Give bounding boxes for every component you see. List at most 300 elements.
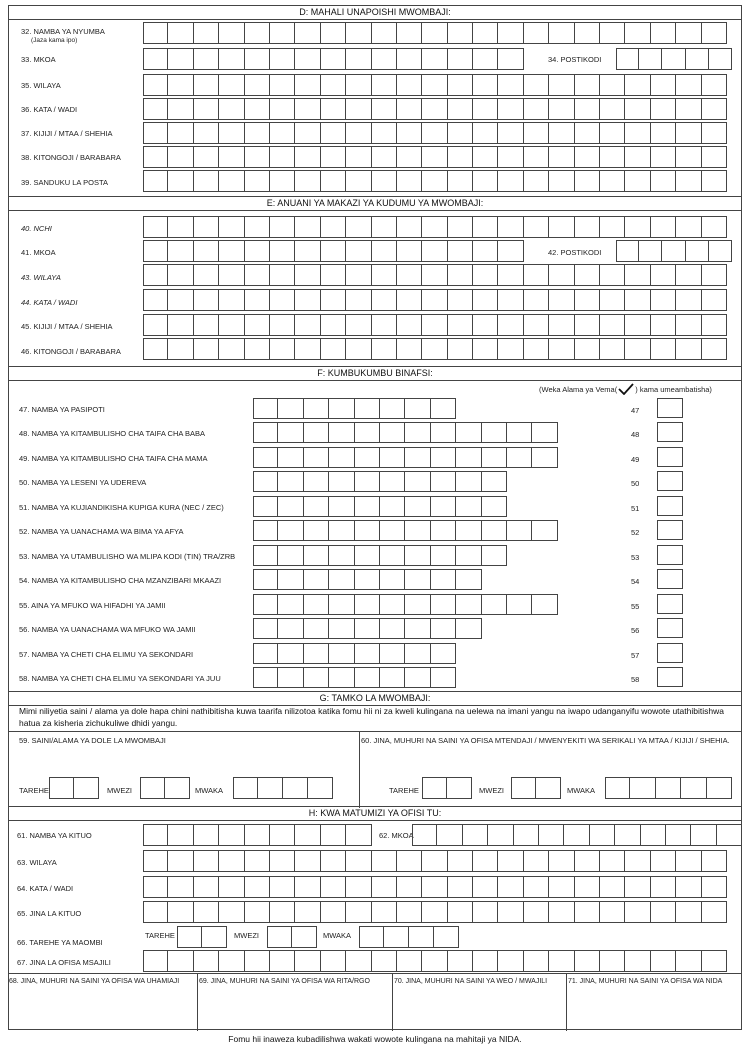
char-box[interactable]	[676, 74, 701, 96]
char-box[interactable]	[549, 876, 574, 898]
char-box[interactable]	[448, 98, 473, 120]
char-box[interactable]	[346, 170, 371, 192]
char-box[interactable]	[456, 545, 481, 566]
char-box[interactable]	[625, 74, 650, 96]
char-box[interactable]	[482, 545, 507, 566]
char-box[interactable]	[143, 240, 168, 262]
char-box[interactable]	[397, 850, 422, 872]
char-box[interactable]	[278, 667, 303, 688]
char-box[interactable]	[143, 824, 168, 846]
char-box[interactable]	[219, 122, 244, 144]
char-box[interactable]	[575, 216, 600, 238]
char-box[interactable]	[397, 74, 422, 96]
char-box[interactable]	[346, 338, 371, 360]
char-box[interactable]	[278, 422, 303, 443]
char-box[interactable]	[524, 22, 549, 44]
char-box[interactable]	[321, 240, 346, 262]
attached-checkbox-50[interactable]	[657, 471, 683, 491]
char-box[interactable]	[194, 876, 219, 898]
char-box[interactable]	[194, 824, 219, 846]
char-box[interactable]	[397, 950, 422, 972]
char-box[interactable]	[380, 594, 405, 615]
char-box[interactable]	[397, 170, 422, 192]
char-box[interactable]	[143, 314, 168, 336]
char-box[interactable]	[380, 520, 405, 541]
char-box[interactable]	[253, 447, 278, 468]
char-box[interactable]	[482, 447, 507, 468]
char-box[interactable]	[473, 122, 498, 144]
char-box[interactable]	[372, 264, 397, 286]
char-box[interactable]	[397, 216, 422, 238]
char-box[interactable]	[456, 618, 481, 639]
char-box[interactable]	[355, 496, 380, 517]
char-box[interactable]	[507, 594, 532, 615]
char-box[interactable]	[549, 901, 574, 923]
char-box[interactable]	[372, 170, 397, 192]
char-box[interactable]	[422, 216, 447, 238]
char-box[interactable]	[422, 876, 447, 898]
char-box[interactable]	[295, 338, 320, 360]
char-box[interactable]	[473, 338, 498, 360]
char-box[interactable]	[702, 22, 727, 44]
char-box[interactable]	[329, 643, 354, 664]
char-box[interactable]	[702, 338, 727, 360]
char-box[interactable]	[507, 422, 532, 443]
char-box[interactable]	[702, 950, 727, 972]
char-box[interactable]	[346, 74, 371, 96]
char-box[interactable]	[448, 122, 473, 144]
char-box[interactable]	[524, 901, 549, 923]
char-box[interactable]	[498, 850, 523, 872]
char-box[interactable]	[397, 98, 422, 120]
g-day-boxes[interactable]	[49, 777, 99, 799]
char-box[interactable]	[482, 594, 507, 615]
ward-boxes[interactable]	[143, 98, 727, 120]
char-box[interactable]	[295, 170, 320, 192]
char-box[interactable]	[346, 314, 371, 336]
char-box[interactable]	[321, 122, 346, 144]
char-box[interactable]	[233, 777, 258, 799]
char-box[interactable]	[498, 338, 523, 360]
char-box[interactable]	[384, 926, 409, 948]
char-box[interactable]	[549, 338, 574, 360]
char-box[interactable]	[372, 240, 397, 262]
char-box[interactable]	[143, 901, 168, 923]
char-box[interactable]	[397, 901, 422, 923]
char-box[interactable]	[143, 216, 168, 238]
char-box[interactable]	[270, 146, 295, 168]
perm-ward-boxes[interactable]	[143, 289, 727, 311]
char-box[interactable]	[524, 314, 549, 336]
char-box[interactable]	[346, 22, 371, 44]
char-box[interactable]	[676, 264, 701, 286]
char-box[interactable]	[431, 545, 456, 566]
char-box[interactable]	[143, 98, 168, 120]
char-box[interactable]	[600, 122, 625, 144]
region-boxes[interactable]	[143, 48, 524, 70]
char-box[interactable]	[168, 98, 193, 120]
char-box[interactable]	[676, 876, 701, 898]
char-box[interactable]	[346, 876, 371, 898]
char-box[interactable]	[448, 240, 473, 262]
attached-checkbox-53[interactable]	[657, 545, 683, 565]
char-box[interactable]	[346, 850, 371, 872]
char-box[interactable]	[549, 146, 574, 168]
g-year-boxes[interactable]	[233, 777, 333, 799]
char-box[interactable]	[575, 98, 600, 120]
char-box[interactable]	[431, 496, 456, 517]
char-box[interactable]	[143, 170, 168, 192]
char-box[interactable]	[676, 22, 701, 44]
char-box[interactable]	[219, 901, 244, 923]
char-box[interactable]	[575, 264, 600, 286]
char-box[interactable]	[329, 520, 354, 541]
g2-day-boxes[interactable]	[422, 777, 472, 799]
char-box[interactable]	[575, 876, 600, 898]
char-box[interactable]	[422, 950, 447, 972]
char-box[interactable]	[473, 264, 498, 286]
char-box[interactable]	[448, 876, 473, 898]
char-box[interactable]	[278, 618, 303, 639]
char-box[interactable]	[702, 314, 727, 336]
char-box[interactable]	[321, 338, 346, 360]
char-box[interactable]	[524, 338, 549, 360]
char-box[interactable]	[372, 289, 397, 311]
record-57-boxes[interactable]	[253, 643, 456, 664]
char-box[interactable]	[405, 643, 430, 664]
char-box[interactable]	[422, 22, 447, 44]
char-box[interactable]	[219, 48, 244, 70]
char-box[interactable]	[630, 777, 655, 799]
char-box[interactable]	[253, 569, 278, 590]
char-box[interactable]	[651, 876, 676, 898]
char-box[interactable]	[549, 122, 574, 144]
char-box[interactable]	[194, 950, 219, 972]
char-box[interactable]	[549, 74, 574, 96]
char-box[interactable]	[380, 398, 405, 419]
char-box[interactable]	[245, 170, 270, 192]
char-box[interactable]	[143, 48, 168, 70]
char-box[interactable]	[253, 422, 278, 443]
char-box[interactable]	[143, 74, 168, 96]
h-day-boxes[interactable]	[177, 926, 227, 948]
char-box[interactable]	[346, 146, 371, 168]
char-box[interactable]	[686, 48, 709, 70]
char-box[interactable]	[143, 289, 168, 311]
char-box[interactable]	[524, 216, 549, 238]
char-box[interactable]	[625, 264, 650, 286]
char-box[interactable]	[651, 901, 676, 923]
char-box[interactable]	[681, 777, 706, 799]
char-box[interactable]	[295, 850, 320, 872]
char-box[interactable]	[168, 850, 193, 872]
char-box[interactable]	[422, 74, 447, 96]
char-box[interactable]	[321, 264, 346, 286]
char-box[interactable]	[194, 216, 219, 238]
char-box[interactable]	[498, 98, 523, 120]
char-box[interactable]	[473, 74, 498, 96]
char-box[interactable]	[625, 98, 650, 120]
char-box[interactable]	[168, 240, 193, 262]
char-box[interactable]	[245, 22, 270, 44]
char-box[interactable]	[448, 289, 473, 311]
char-box[interactable]	[702, 264, 727, 286]
char-box[interactable]	[532, 594, 557, 615]
char-box[interactable]	[702, 170, 727, 192]
char-box[interactable]	[372, 98, 397, 120]
char-box[interactable]	[321, 146, 346, 168]
char-box[interactable]	[422, 289, 447, 311]
char-box[interactable]	[278, 398, 303, 419]
char-box[interactable]	[498, 901, 523, 923]
h-ward-boxes[interactable]	[143, 876, 727, 898]
char-box[interactable]	[431, 618, 456, 639]
char-box[interactable]	[168, 48, 193, 70]
char-box[interactable]	[473, 314, 498, 336]
char-box[interactable]	[194, 314, 219, 336]
char-box[interactable]	[372, 216, 397, 238]
char-box[interactable]	[448, 216, 473, 238]
char-box[interactable]	[329, 422, 354, 443]
attached-checkbox-54[interactable]	[657, 569, 683, 589]
char-box[interactable]	[321, 289, 346, 311]
char-box[interactable]	[194, 22, 219, 44]
char-box[interactable]	[405, 569, 430, 590]
perm-street-boxes[interactable]	[143, 338, 727, 360]
char-box[interactable]	[321, 22, 346, 44]
char-box[interactable]	[219, 850, 244, 872]
char-box[interactable]	[532, 422, 557, 443]
char-box[interactable]	[278, 447, 303, 468]
char-box[interactable]	[600, 901, 625, 923]
char-box[interactable]	[380, 545, 405, 566]
po-box-boxes[interactable]	[143, 170, 727, 192]
char-box[interactable]	[676, 901, 701, 923]
char-box[interactable]	[702, 850, 727, 872]
char-box[interactable]	[355, 447, 380, 468]
char-box[interactable]	[168, 74, 193, 96]
char-box[interactable]	[524, 264, 549, 286]
station-number-boxes[interactable]	[143, 824, 372, 846]
char-box[interactable]	[488, 824, 513, 846]
char-box[interactable]	[473, 876, 498, 898]
char-box[interactable]	[422, 122, 447, 144]
char-box[interactable]	[651, 74, 676, 96]
char-box[interactable]	[346, 289, 371, 311]
char-box[interactable]	[380, 447, 405, 468]
char-box[interactable]	[514, 824, 539, 846]
char-box[interactable]	[524, 289, 549, 311]
char-box[interactable]	[372, 74, 397, 96]
char-box[interactable]	[270, 338, 295, 360]
char-box[interactable]	[168, 146, 193, 168]
char-box[interactable]	[605, 777, 630, 799]
char-box[interactable]	[219, 216, 244, 238]
char-box[interactable]	[575, 850, 600, 872]
char-box[interactable]	[270, 901, 295, 923]
char-box[interactable]	[304, 569, 329, 590]
char-box[interactable]	[575, 146, 600, 168]
char-box[interactable]	[600, 950, 625, 972]
char-box[interactable]	[717, 824, 742, 846]
char-box[interactable]	[473, 216, 498, 238]
char-box[interactable]	[422, 48, 447, 70]
char-box[interactable]	[524, 74, 549, 96]
char-box[interactable]	[625, 901, 650, 923]
char-box[interactable]	[676, 146, 701, 168]
char-box[interactable]	[676, 170, 701, 192]
char-box[interactable]	[278, 643, 303, 664]
char-box[interactable]	[245, 824, 270, 846]
record-49-boxes[interactable]	[253, 447, 558, 468]
char-box[interactable]	[346, 264, 371, 286]
char-box[interactable]	[498, 876, 523, 898]
char-box[interactable]	[405, 594, 430, 615]
perm-district-boxes[interactable]	[143, 264, 727, 286]
char-box[interactable]	[168, 170, 193, 192]
char-box[interactable]	[346, 98, 371, 120]
char-box[interactable]	[295, 74, 320, 96]
char-box[interactable]	[707, 777, 732, 799]
char-box[interactable]	[397, 314, 422, 336]
char-box[interactable]	[295, 240, 320, 262]
char-box[interactable]	[194, 264, 219, 286]
char-box[interactable]	[143, 950, 168, 972]
char-box[interactable]	[524, 850, 549, 872]
char-box[interactable]	[448, 338, 473, 360]
char-box[interactable]	[405, 520, 430, 541]
char-box[interactable]	[473, 170, 498, 192]
char-box[interactable]	[295, 216, 320, 238]
char-box[interactable]	[448, 264, 473, 286]
char-box[interactable]	[168, 22, 193, 44]
char-box[interactable]	[702, 289, 727, 311]
char-box[interactable]	[253, 520, 278, 541]
char-box[interactable]	[702, 122, 727, 144]
char-box[interactable]	[321, 876, 346, 898]
char-box[interactable]	[295, 146, 320, 168]
char-box[interactable]	[295, 314, 320, 336]
char-box[interactable]	[270, 22, 295, 44]
char-box[interactable]	[329, 594, 354, 615]
char-box[interactable]	[380, 569, 405, 590]
char-box[interactable]	[405, 618, 430, 639]
char-box[interactable]	[431, 594, 456, 615]
char-box[interactable]	[600, 850, 625, 872]
char-box[interactable]	[549, 98, 574, 120]
char-box[interactable]	[295, 876, 320, 898]
village-boxes[interactable]	[143, 122, 727, 144]
char-box[interactable]	[397, 240, 422, 262]
char-box[interactable]	[575, 950, 600, 972]
char-box[interactable]	[168, 289, 193, 311]
char-box[interactable]	[355, 545, 380, 566]
char-box[interactable]	[625, 146, 650, 168]
char-box[interactable]	[168, 314, 193, 336]
char-box[interactable]	[329, 667, 354, 688]
char-box[interactable]	[676, 122, 701, 144]
char-box[interactable]	[304, 471, 329, 492]
char-box[interactable]	[676, 950, 701, 972]
char-box[interactable]	[405, 447, 430, 468]
char-box[interactable]	[600, 876, 625, 898]
char-box[interactable]	[575, 289, 600, 311]
char-box[interactable]	[278, 545, 303, 566]
char-box[interactable]	[549, 170, 574, 192]
char-box[interactable]	[702, 146, 727, 168]
char-box[interactable]	[194, 901, 219, 923]
char-box[interactable]	[422, 901, 447, 923]
char-box[interactable]	[639, 240, 662, 262]
char-box[interactable]	[304, 520, 329, 541]
char-box[interactable]	[372, 850, 397, 872]
char-box[interactable]	[380, 618, 405, 639]
char-box[interactable]	[448, 901, 473, 923]
char-box[interactable]	[219, 314, 244, 336]
char-box[interactable]	[219, 264, 244, 286]
char-box[interactable]	[245, 240, 270, 262]
char-box[interactable]	[253, 471, 278, 492]
char-box[interactable]	[575, 170, 600, 192]
char-box[interactable]	[321, 170, 346, 192]
char-box[interactable]	[498, 264, 523, 286]
char-box[interactable]	[270, 122, 295, 144]
char-box[interactable]	[532, 447, 557, 468]
char-box[interactable]	[448, 170, 473, 192]
char-box[interactable]	[405, 398, 430, 419]
char-box[interactable]	[511, 777, 536, 799]
char-box[interactable]	[702, 901, 727, 923]
record-55-boxes[interactable]	[253, 594, 558, 615]
attached-checkbox-56[interactable]	[657, 618, 683, 638]
char-box[interactable]	[295, 289, 320, 311]
char-box[interactable]	[625, 216, 650, 238]
char-box[interactable]	[536, 777, 561, 799]
char-box[interactable]	[431, 422, 456, 443]
char-box[interactable]	[194, 289, 219, 311]
char-box[interactable]	[676, 338, 701, 360]
char-box[interactable]	[304, 447, 329, 468]
char-box[interactable]	[473, 240, 498, 262]
char-box[interactable]	[245, 122, 270, 144]
char-box[interactable]	[676, 314, 701, 336]
char-box[interactable]	[702, 876, 727, 898]
char-box[interactable]	[321, 216, 346, 238]
char-box[interactable]	[549, 22, 574, 44]
char-box[interactable]	[194, 98, 219, 120]
char-box[interactable]	[194, 850, 219, 872]
char-box[interactable]	[194, 338, 219, 360]
char-box[interactable]	[321, 901, 346, 923]
char-box[interactable]	[651, 146, 676, 168]
char-box[interactable]	[409, 926, 434, 948]
char-box[interactable]	[194, 240, 219, 262]
char-box[interactable]	[434, 926, 459, 948]
char-box[interactable]	[625, 314, 650, 336]
char-box[interactable]	[245, 901, 270, 923]
postcode-boxes[interactable]	[616, 48, 732, 70]
char-box[interactable]	[575, 122, 600, 144]
char-box[interactable]	[600, 170, 625, 192]
char-box[interactable]	[498, 146, 523, 168]
char-box[interactable]	[448, 22, 473, 44]
char-box[interactable]	[270, 98, 295, 120]
char-box[interactable]	[651, 289, 676, 311]
station-name-boxes[interactable]	[143, 901, 727, 923]
char-box[interactable]	[473, 850, 498, 872]
char-box[interactable]	[304, 594, 329, 615]
g2-year-boxes[interactable]	[605, 777, 732, 799]
